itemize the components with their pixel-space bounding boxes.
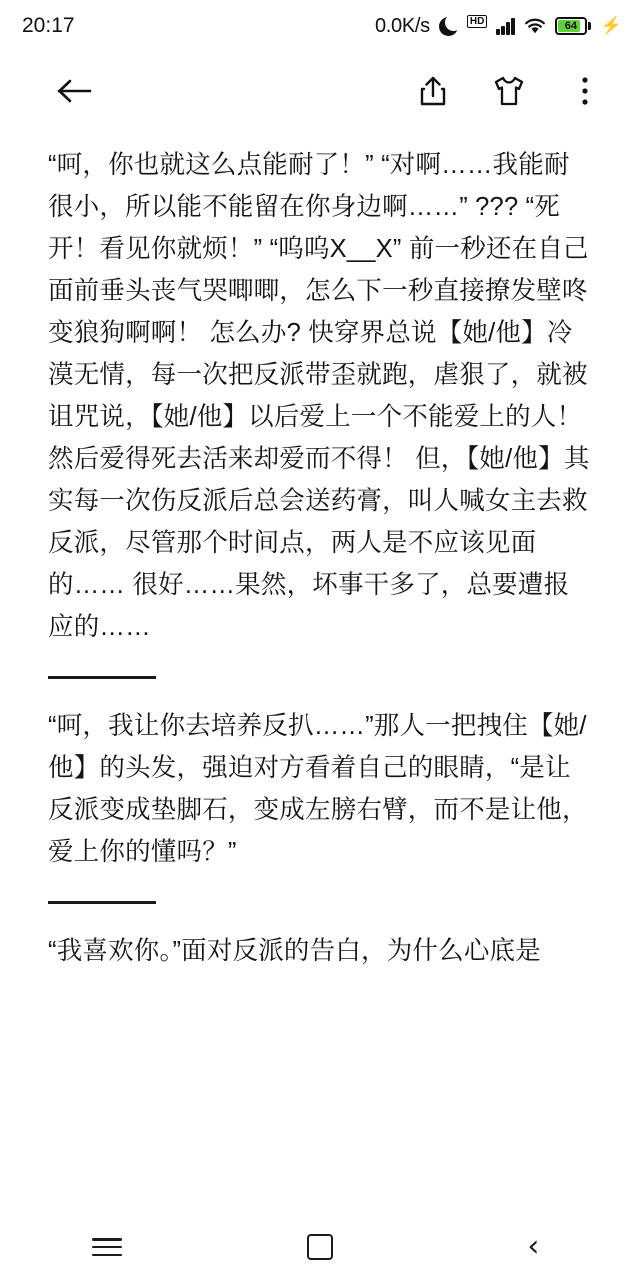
article-paragraph: “呵，我让你去培养反扒……”那人一把拽住【她/他】的头发，强迫对方看着自己的眼睛，“是让反派变成垫脚石，变成左膀右臂，而不是让他，爱上你的懂吗？” xyxy=(48,712,588,866)
t-shirt-icon[interactable] xyxy=(482,64,536,118)
status-time: 20:17 xyxy=(22,14,75,37)
status-bar-left xyxy=(22,14,75,38)
app-toolbar xyxy=(0,52,640,130)
nav-menu-icon[interactable] xyxy=(47,1214,167,1280)
battery-level: 64 xyxy=(564,19,577,32)
back-arrow-icon[interactable] xyxy=(48,64,102,118)
status-bar xyxy=(0,0,640,52)
wifi-icon xyxy=(524,17,546,35)
share-icon[interactable] xyxy=(406,64,460,118)
more-options-icon[interactable] xyxy=(558,64,612,118)
network-speed: 0.0K/s xyxy=(374,14,430,37)
toolbar-actions xyxy=(406,64,612,118)
article-paragraph: “我喜欢你。”面对反派的告白，为什么心底是 xyxy=(48,937,541,965)
battery-icon xyxy=(555,17,591,35)
nav-home-icon[interactable] xyxy=(260,1214,380,1280)
status-bar-right xyxy=(375,15,622,38)
system-nav-bar xyxy=(0,1214,640,1280)
charging-bolt-icon: ⚡ xyxy=(600,16,622,35)
article-content xyxy=(0,130,640,972)
hd-icon: HD xyxy=(467,15,487,28)
section-divider xyxy=(48,901,156,904)
article-paragraph: “呵，你也就这么点能耐了！” “对啊……我能耐很小，所以能不能留在你身边啊……” ??? “死开！看见你就烦！” “呜呜X__X” 前一秒还在自己面前垂头丧气哭唧唧，怎么下一秒直接撩发壁咚变狼狗啊啊！ 怎么办? 快穿界总说【她/他】冷漠无情，每一次把反派带歪就跑，虐狠了，就被诅咒说，【她/他】以后爱上一个不能爱上的人！然后爱得死去活来却爱而不得！ 但，【她/他】其实每一次伤反派后总会送药膏，叫人喊女主去救反派，尽管那个时间点，两人是不应该见面的…… 很好……果然，坏事干多了，总要遭报应的…… xyxy=(48,151,590,641)
section-divider xyxy=(48,676,156,679)
nav-back-icon[interactable] xyxy=(473,1214,593,1280)
nav-back-glyph: ‹ xyxy=(527,1229,540,1264)
moon-icon xyxy=(439,17,458,36)
signal-icon xyxy=(496,17,515,35)
